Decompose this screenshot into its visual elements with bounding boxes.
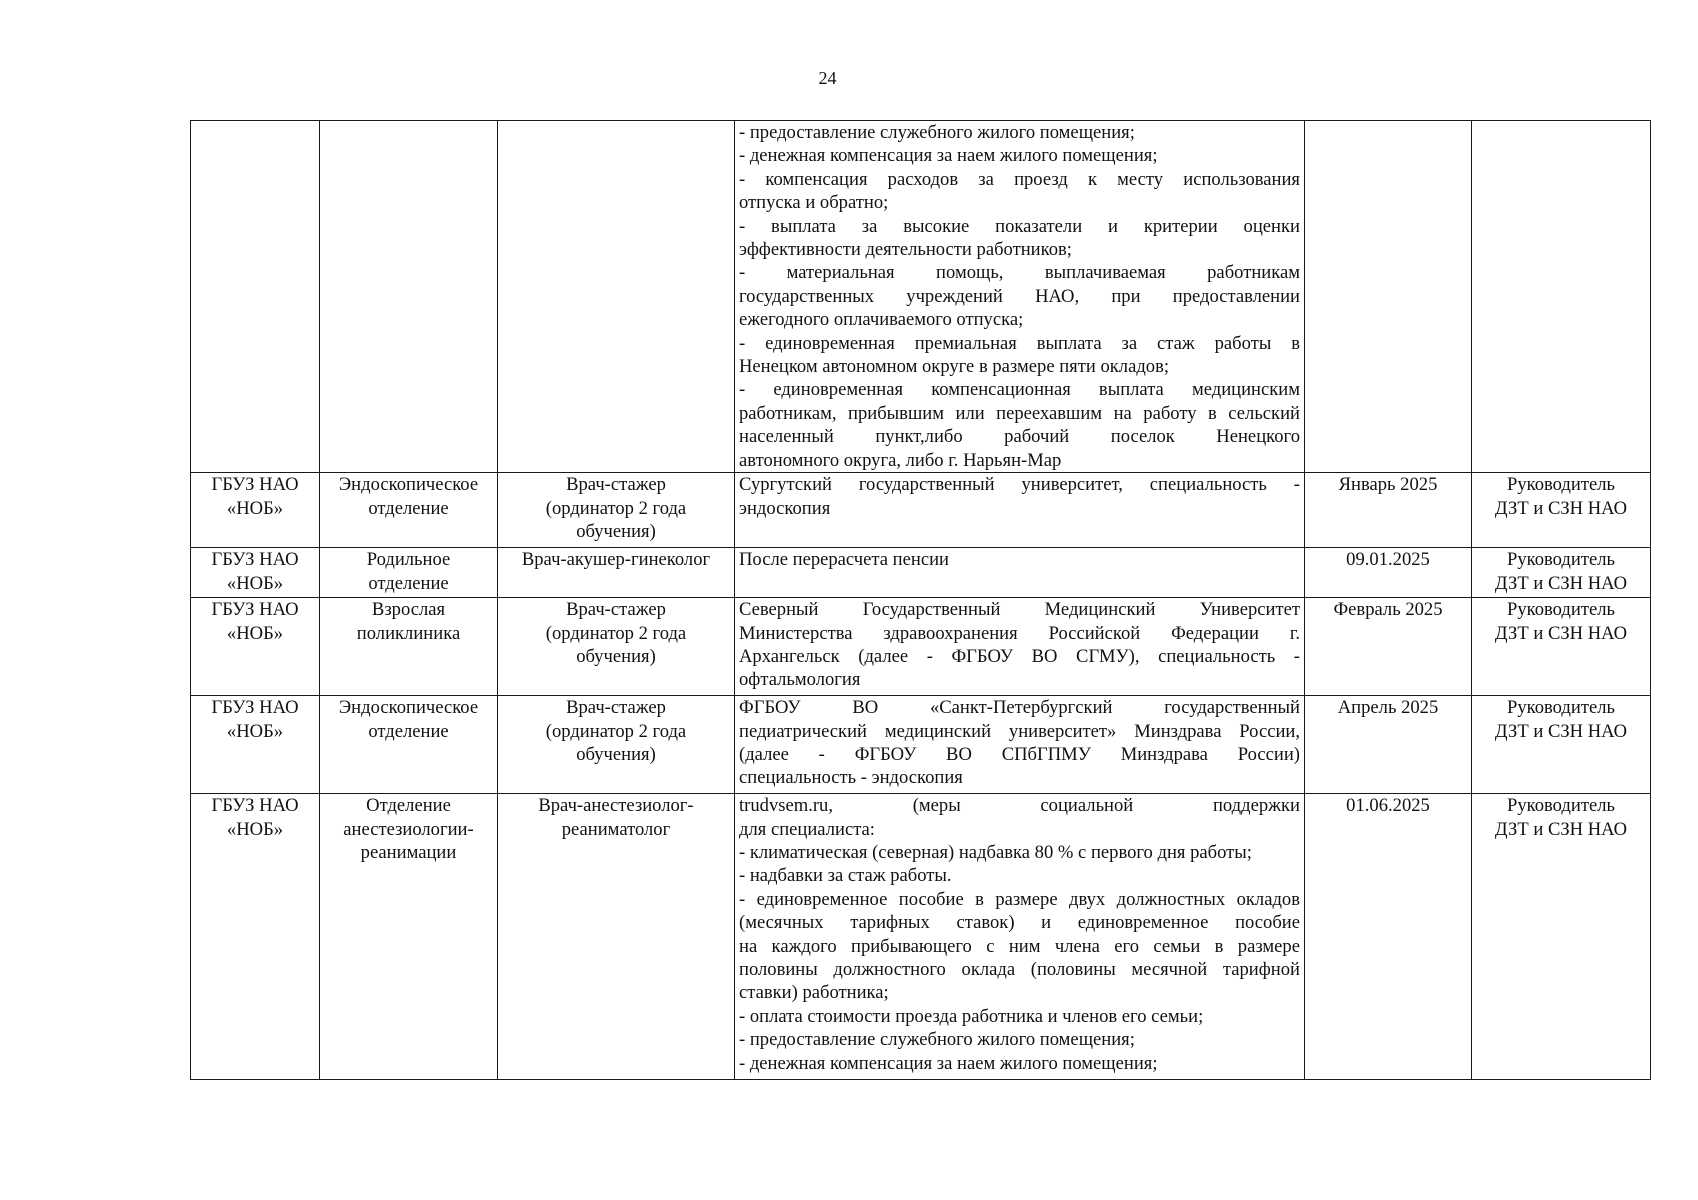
description-line: - единовременная компенсационная выплата медицинским — [739, 379, 1300, 401]
organization-cell-line: ГБУЗ НАО — [211, 599, 299, 621]
position-cell — [498, 548, 735, 598]
organization-cell-line: ГБУЗ НАО — [211, 795, 299, 817]
responsible-cell — [1472, 548, 1651, 598]
position-cell — [498, 473, 735, 548]
description-line: государственных учреждений НАО, при предоставлении — [739, 285, 1300, 307]
organization-cell-line: ГБУЗ НАО — [211, 697, 299, 719]
description-line: После перерасчета пенсии — [739, 549, 949, 571]
description-line: Северный Государственный Медицинский Университет — [739, 599, 1300, 621]
description-line: ежегодного оплачиваемого отпуска; — [739, 309, 1024, 331]
organization-cell — [191, 696, 320, 794]
description-line: - надбавки за стаж работы. — [739, 865, 952, 887]
department-cell-line: Отделение — [366, 795, 451, 817]
position-cell — [498, 121, 735, 473]
organization-cell-line: ГБУЗ НАО — [211, 474, 299, 496]
date-cell: 09.01.2025 — [1305, 548, 1472, 598]
position-cell — [498, 794, 735, 1080]
responsible-cell — [1472, 473, 1651, 548]
description-line: - предоставление служебного жилого помещения; — [739, 1029, 1135, 1051]
description-line: населенный пункт,либо рабочий поселок Ненецкого — [739, 426, 1300, 448]
date-cell: 01.06.2025 — [1305, 794, 1472, 1080]
description-line: Сургутский государственный университет, специальность - — [739, 474, 1300, 496]
description-cell — [735, 794, 1305, 1080]
position-cell-line: обучения) — [576, 520, 656, 542]
position-cell-line: обучения) — [576, 645, 656, 667]
description-line: половины должностного оклада (половины месячной тарифной — [739, 958, 1300, 980]
department-cell — [320, 473, 498, 548]
date-cell: Январь 2025 — [1305, 473, 1472, 548]
description-line: - предоставление служебного жилого помещения; — [739, 122, 1135, 143]
organization-cell — [191, 121, 320, 473]
organization-cell — [191, 548, 320, 598]
department-cell — [320, 696, 498, 794]
responsible-cell-line: Руководитель — [1507, 549, 1615, 571]
position-cell-line: (ординатор 2 года — [545, 497, 687, 519]
table-row — [191, 794, 1651, 1080]
responsible-cell-line: Руководитель — [1507, 795, 1615, 817]
description-line: - денежная компенсация за наем жилого помещения; — [739, 145, 1158, 167]
description-cell — [735, 696, 1305, 794]
description-line: для специалиста: — [739, 818, 875, 840]
date-cell: Февраль 2025 — [1305, 598, 1472, 696]
date-cell: Апрель 2025 — [1305, 696, 1472, 794]
position-cell-line: Врач-стажер — [566, 697, 666, 719]
department-cell-line: отделение — [368, 720, 449, 742]
description-line: эндоскопия — [739, 497, 831, 519]
organization-cell-line: «НОБ» — [226, 622, 284, 644]
description-line: (далее - ФГБОУ ВО СПбГПМУ Минздрава России) — [739, 743, 1300, 765]
department-cell — [320, 121, 498, 473]
date-cell — [1305, 121, 1472, 473]
description-line: Ненецком автономном округе в размере пяти окладов; — [739, 356, 1170, 378]
department-cell-line: отделение — [368, 497, 449, 519]
description-line: эффективности деятельности работников; — [739, 239, 1072, 261]
responsible-cell — [1472, 121, 1651, 473]
table-row — [191, 548, 1651, 598]
responsible-cell-line: ДЗТ и СЗН НАО — [1494, 572, 1628, 594]
description-line: Архангельск (далее - ФГБОУ ВО СГМУ), специальность - — [739, 645, 1300, 667]
table-row — [191, 598, 1651, 696]
position-cell-line: (ординатор 2 года — [545, 720, 687, 742]
responsible-cell-line: Руководитель — [1507, 599, 1615, 621]
department-cell-line: отделение — [368, 572, 449, 594]
organization-cell — [191, 598, 320, 696]
description-line: педиатрический медицинский университет» Минздрава России, — [739, 720, 1300, 742]
department-cell — [320, 598, 498, 696]
department-cell — [320, 548, 498, 598]
department-cell-line: поликлиника — [356, 622, 461, 644]
department-cell — [320, 794, 498, 1080]
position-cell-line: реаниматолог — [561, 818, 671, 840]
description-line: - оплата стоимости проезда работника и членов его семьи; — [739, 1005, 1204, 1027]
description-line: - компенсация расходов за проезд к месту использования — [739, 168, 1300, 190]
position-cell-line: обучения) — [576, 743, 656, 765]
description-line: - климатическая (северная) надбавка 80 % с первого дня работы; — [739, 841, 1252, 863]
description-line: работникам, прибывшим или переехавшим на работу в сельский — [739, 402, 1300, 424]
responsible-cell — [1472, 696, 1651, 794]
description-line: ставки) работника; — [739, 982, 889, 1004]
description-cell — [735, 548, 1305, 598]
department-cell-line: Эндоскопическое — [338, 697, 479, 719]
description-line: - единовременное пособие в размере двух должностных окладов — [739, 888, 1300, 910]
responsible-cell — [1472, 794, 1651, 1080]
responsible-cell-line: Руководитель — [1507, 697, 1615, 719]
description-line: автономного округа, либо г. Нарьян-Мар — [739, 449, 1062, 471]
description-line: отпуска и обратно; — [739, 192, 889, 214]
department-cell-line: Взрослая — [371, 599, 446, 621]
description-line: Министерства здравоохранения Российской Федерации г. — [739, 622, 1300, 644]
description-line: - выплата за высокие показатели и критерии оценки — [739, 215, 1300, 237]
description-line: ФГБОУ ВО «Санкт-Петербургский государственный — [739, 697, 1300, 719]
organization-cell-line: ГБУЗ НАО — [211, 549, 299, 571]
description-line: специальность - эндоскопия — [739, 767, 963, 789]
responsible-cell-line: Руководитель — [1507, 474, 1615, 496]
position-cell — [498, 696, 735, 794]
table-row — [191, 473, 1651, 548]
organization-cell-line: «НОБ» — [226, 497, 284, 519]
organization-cell — [191, 794, 320, 1080]
responsible-cell-line: ДЗТ и СЗН НАО — [1494, 818, 1628, 840]
description-line: офтальмология — [739, 669, 861, 691]
responsible-cell-line: ДЗТ и СЗН НАО — [1494, 720, 1628, 742]
position-cell-line: Врач-стажер — [566, 599, 666, 621]
description-line: - материальная помощь, выплачиваемая работникам — [739, 262, 1300, 284]
organization-cell-line: «НОБ» — [226, 572, 284, 594]
department-cell-line: анестезиологии- — [343, 818, 474, 840]
position-cell-line: Врач-стажер — [566, 474, 666, 496]
description-line: - единовременная премиальная выплата за стаж работы в — [739, 332, 1300, 354]
responsible-cell-line: ДЗТ и СЗН НАО — [1494, 622, 1628, 644]
department-cell-line: Эндоскопическое — [338, 474, 479, 496]
position-cell — [498, 598, 735, 696]
measures-table — [190, 120, 1651, 1080]
organization-cell-line: «НОБ» — [226, 720, 284, 742]
description-line: - денежная компенсация за наем жилого помещения; — [739, 1052, 1158, 1074]
table-row — [191, 696, 1651, 794]
table-row — [191, 121, 1651, 473]
description-cell — [735, 121, 1305, 473]
responsible-cell — [1472, 598, 1651, 696]
description-line: trudvsem.ru, (меры социальной поддержки — [739, 795, 1300, 817]
description-cell — [735, 598, 1305, 696]
department-cell-line: реанимации — [360, 841, 457, 863]
department-cell-line: Родильное — [366, 549, 451, 571]
position-cell-line: (ординатор 2 года — [545, 622, 687, 644]
organization-cell — [191, 473, 320, 548]
description-cell — [735, 473, 1305, 548]
description-line: (месячных тарифных ставок) и единовременное пособие — [739, 912, 1300, 934]
description-line: на каждого прибывающего с ним члена его семьи в размере — [739, 935, 1300, 957]
position-cell-line: Врач-акушер-гинеколог — [521, 549, 711, 571]
page-number: 24 — [818, 68, 837, 88]
organization-cell-line: «НОБ» — [226, 818, 284, 840]
position-cell-line: Врач-анестезиолог- — [538, 795, 694, 817]
responsible-cell-line: ДЗТ и СЗН НАО — [1494, 497, 1628, 519]
